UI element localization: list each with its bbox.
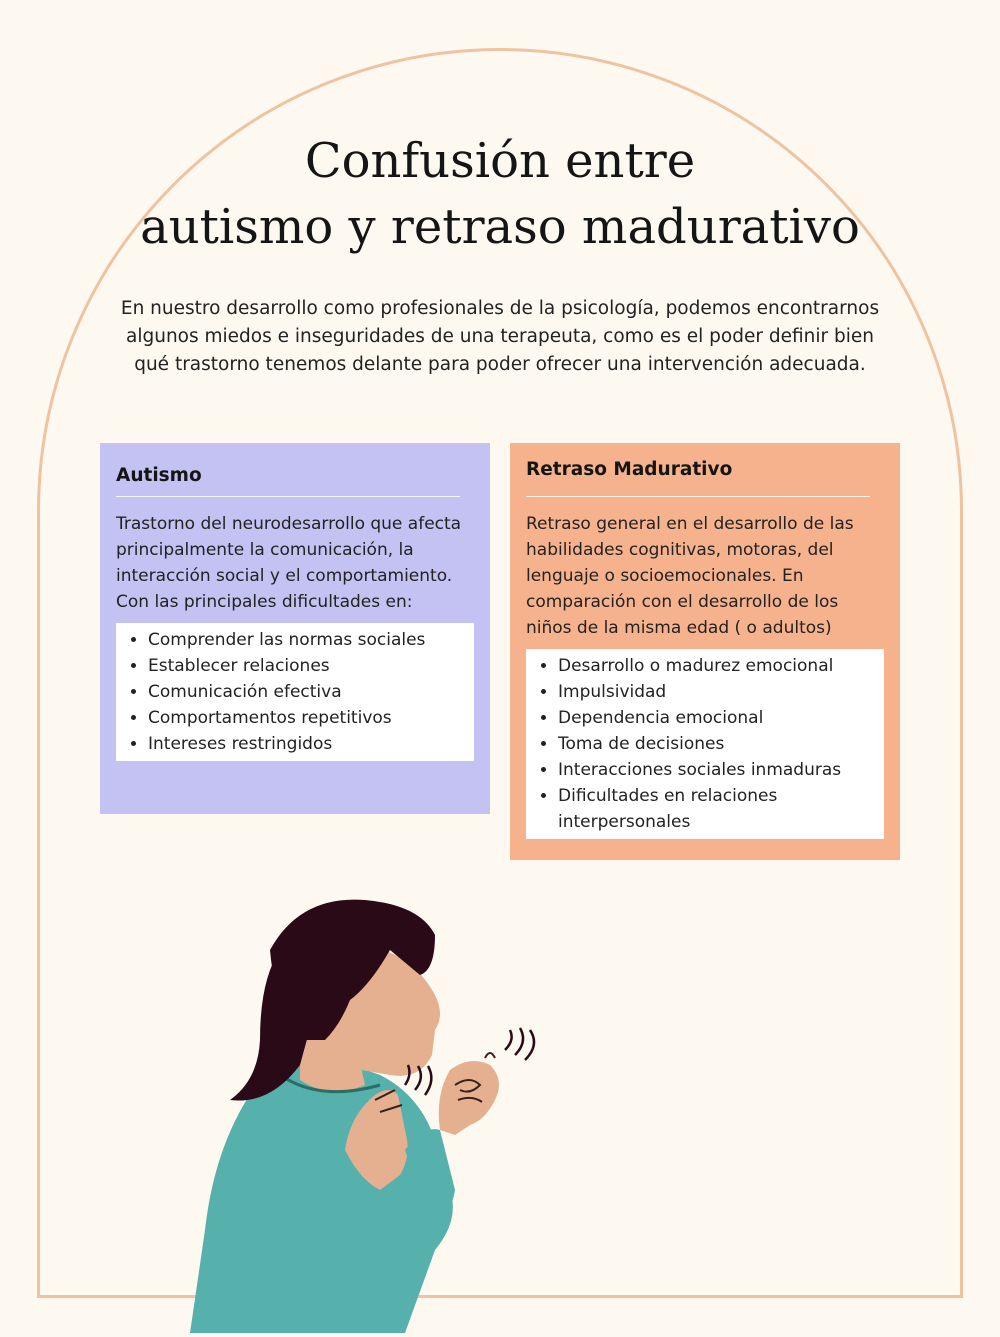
list-item: • Comunicación efectiva xyxy=(148,679,464,705)
autism-difficulties-list xyxy=(126,627,464,757)
delay-description-block xyxy=(526,511,884,641)
list-item: • Intereses restringidos xyxy=(148,731,464,757)
list-item: • Comprender las normas sociales xyxy=(148,627,464,653)
delay-heading: Retraso Madurativo xyxy=(526,459,870,497)
autism-card xyxy=(100,443,490,814)
list-item: • Dificultades en relaciones interpersonales xyxy=(558,783,874,835)
autism-difficulties-box xyxy=(116,623,474,761)
delay-card xyxy=(510,443,900,860)
delay-traits-list xyxy=(536,653,874,835)
list-item: • Impulsividad xyxy=(558,679,874,705)
title-line-1: Confusión entre xyxy=(304,133,696,189)
page-title xyxy=(0,128,1000,260)
autism-heading: Autismo xyxy=(116,465,460,497)
autism-description-block xyxy=(116,511,474,615)
list-item: • Comportamentos repetitivos xyxy=(148,705,464,731)
list-item: • Interacciones sociales inmaduras xyxy=(558,757,874,783)
list-item: • Dependencia emocional xyxy=(558,705,874,731)
delay-traits-box xyxy=(526,649,884,839)
delay-description: Retraso general en el desarrollo de las habilidades cognitivas, motoras, del lenguaje o socioemocionales. En comparación con el desarrollo de los niños de la misma edad ( o adultos) xyxy=(526,514,854,638)
title-line-2: autismo y retraso madurativo xyxy=(140,199,860,255)
intro-paragraph: En nuestro desarrollo como profesionales de la psicología, podemos encontrarnos algunos miedos e inseguridades de una terapeuta, como es el poder definir bien qué trastorno tenemos delante para poder ofrecer una intervención adecuada. xyxy=(120,298,880,375)
list-item: • Establecer relaciones xyxy=(148,653,464,679)
autism-lead: Con las principales dificultades en: xyxy=(116,592,413,612)
list-item: • Desarrollo o madurez emocional xyxy=(558,653,874,679)
list-item: • Toma de decisiones xyxy=(558,731,874,757)
autism-description: Trastorno del neurodesarrollo que afecta principalmente la comunicación, la interacción social y el comportamiento. xyxy=(116,514,462,586)
anxious-woman-icon xyxy=(150,890,550,1337)
